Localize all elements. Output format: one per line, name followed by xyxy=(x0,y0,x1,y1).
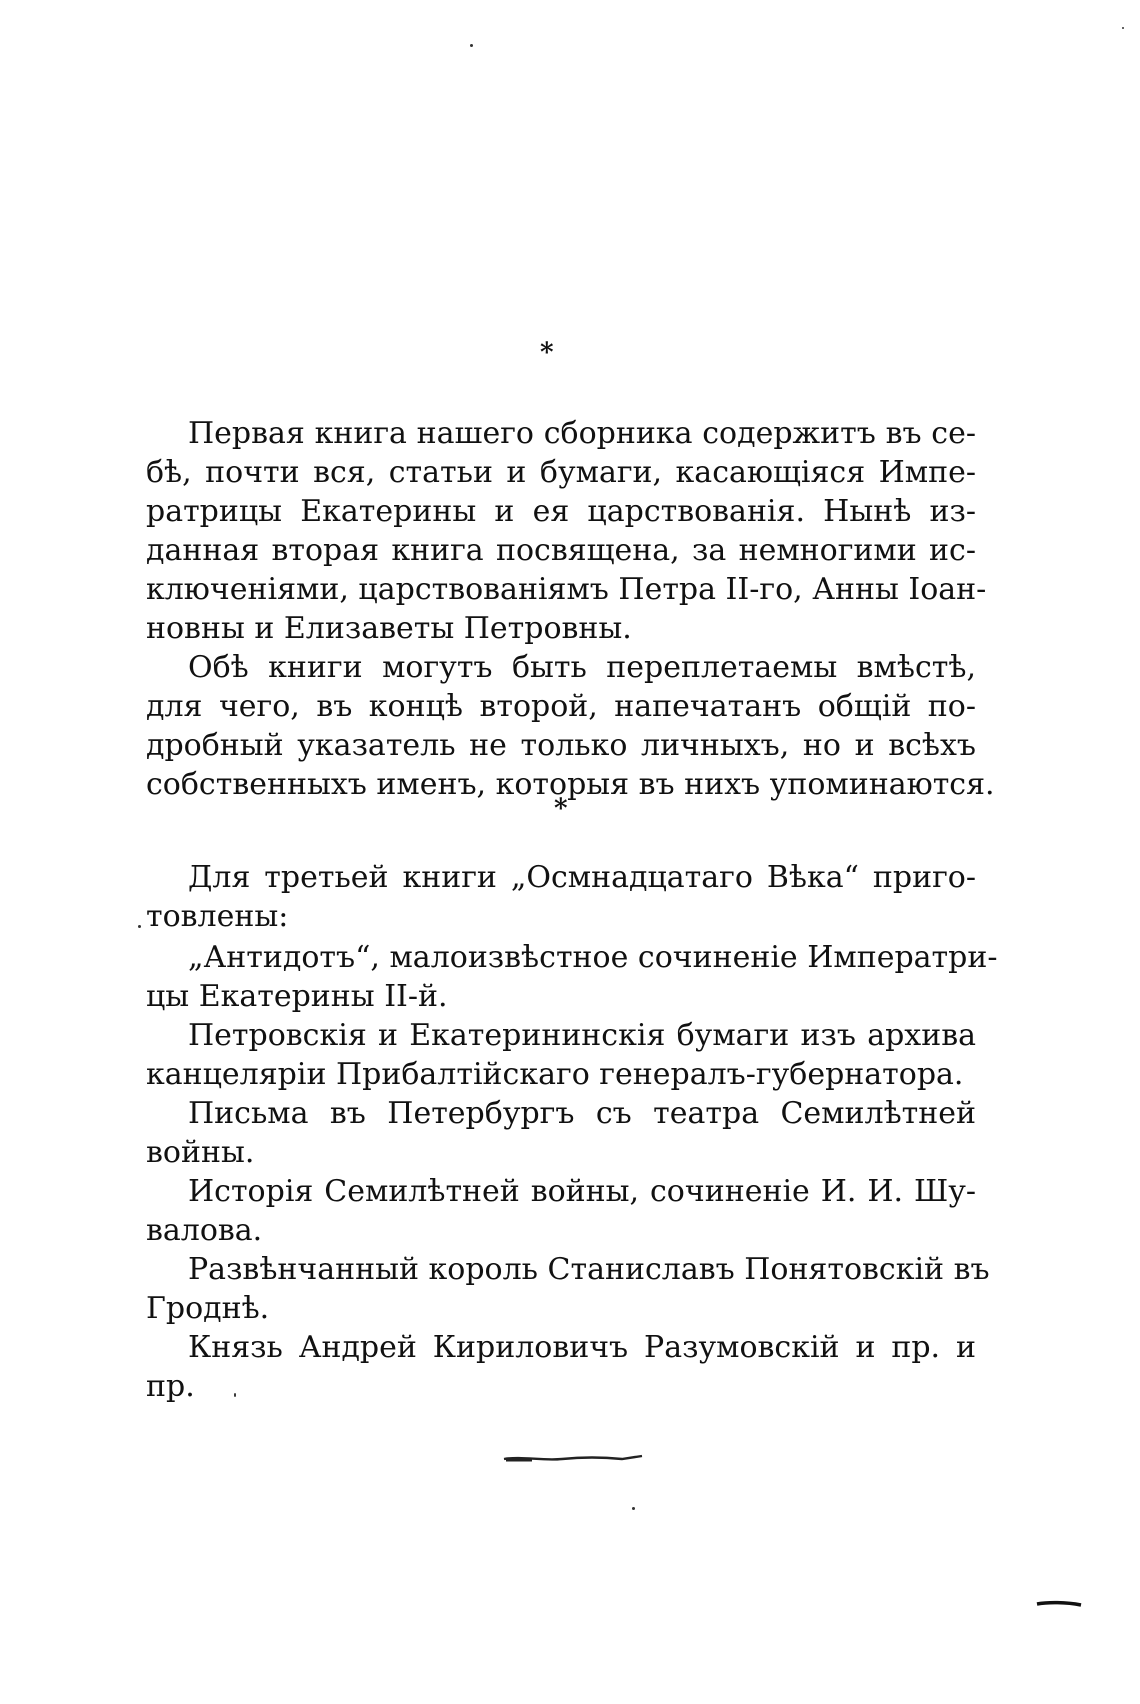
section-divider-asterisk: * xyxy=(554,794,568,824)
list-item-continuation: цы Екатерины II-й. xyxy=(146,979,448,1014)
list-item-continuation: валова. xyxy=(146,1213,263,1248)
text-line: новны и Елизаветы Петровны. xyxy=(146,611,632,646)
paper-speck xyxy=(234,1393,236,1397)
margin-mark xyxy=(1036,1600,1082,1608)
tailpiece-flourish xyxy=(502,1453,646,1463)
text-line: Обѣ книги могутъ быть переплетаемы вмѣстѣ, xyxy=(188,650,976,685)
text-line: собственныхъ именъ, которыя въ нихъ упоминаются. xyxy=(146,767,995,802)
list-item: Письма въ Петербургъ съ театра Семилѣтней xyxy=(188,1096,976,1131)
list-item-continuation: канцеляріи Прибалтійскаго генералъ-губернатора. xyxy=(146,1057,964,1092)
text-line: ключеніями, царствованіямъ Петра II-го, Анны Іоан- xyxy=(146,572,987,607)
list-item: Исторія Семилѣтней войны, сочиненіе И. И. Шу- xyxy=(188,1174,976,1209)
text-line: дробный указатель не только личныхъ, но и всѣхъ xyxy=(146,728,976,763)
text-line: товлены: xyxy=(146,899,289,934)
list-item: Князь Андрей Кириловичъ Разумовскій и пр. и xyxy=(188,1330,976,1365)
paper-speck xyxy=(1122,27,1124,29)
list-item: „Антидотъ“, малоизвѣстное сочиненіе Императри- xyxy=(188,940,998,975)
text-line: данная вторая книга посвящена, за немногими ис- xyxy=(146,533,976,568)
text-line: Первая книга нашего сборника содержитъ въ се- xyxy=(188,416,976,451)
paper-speck xyxy=(138,925,141,928)
intro-section xyxy=(146,414,995,804)
list-item-continuation: Гроднѣ. xyxy=(146,1291,270,1326)
paper-speck xyxy=(470,44,473,47)
contents-list xyxy=(146,938,998,1406)
list-item-continuation: войны. xyxy=(146,1135,255,1170)
section-divider-asterisk: * xyxy=(540,338,554,368)
list-item: Развѣнчанный король Станиславъ Понятовскій въ xyxy=(188,1252,990,1287)
paper-speck xyxy=(632,1507,635,1510)
list-item-continuation: пр. xyxy=(146,1369,195,1404)
text-line: ратрицы Екатерины и ея царствованія. Нынѣ из- xyxy=(146,494,976,529)
third-book-section xyxy=(146,858,998,1406)
list-item: Петровскія и Екатерининскія бумаги изъ архива xyxy=(188,1018,976,1053)
text-line: бѣ, почти вся, статьи и бумаги, касающіяся Импе- xyxy=(146,455,976,490)
text-line: для чего, въ концѣ второй, напечатанъ общій по- xyxy=(146,689,976,724)
text-line: Для третьей книги „Осмнадцатаго Вѣка“ приго- xyxy=(188,860,976,895)
